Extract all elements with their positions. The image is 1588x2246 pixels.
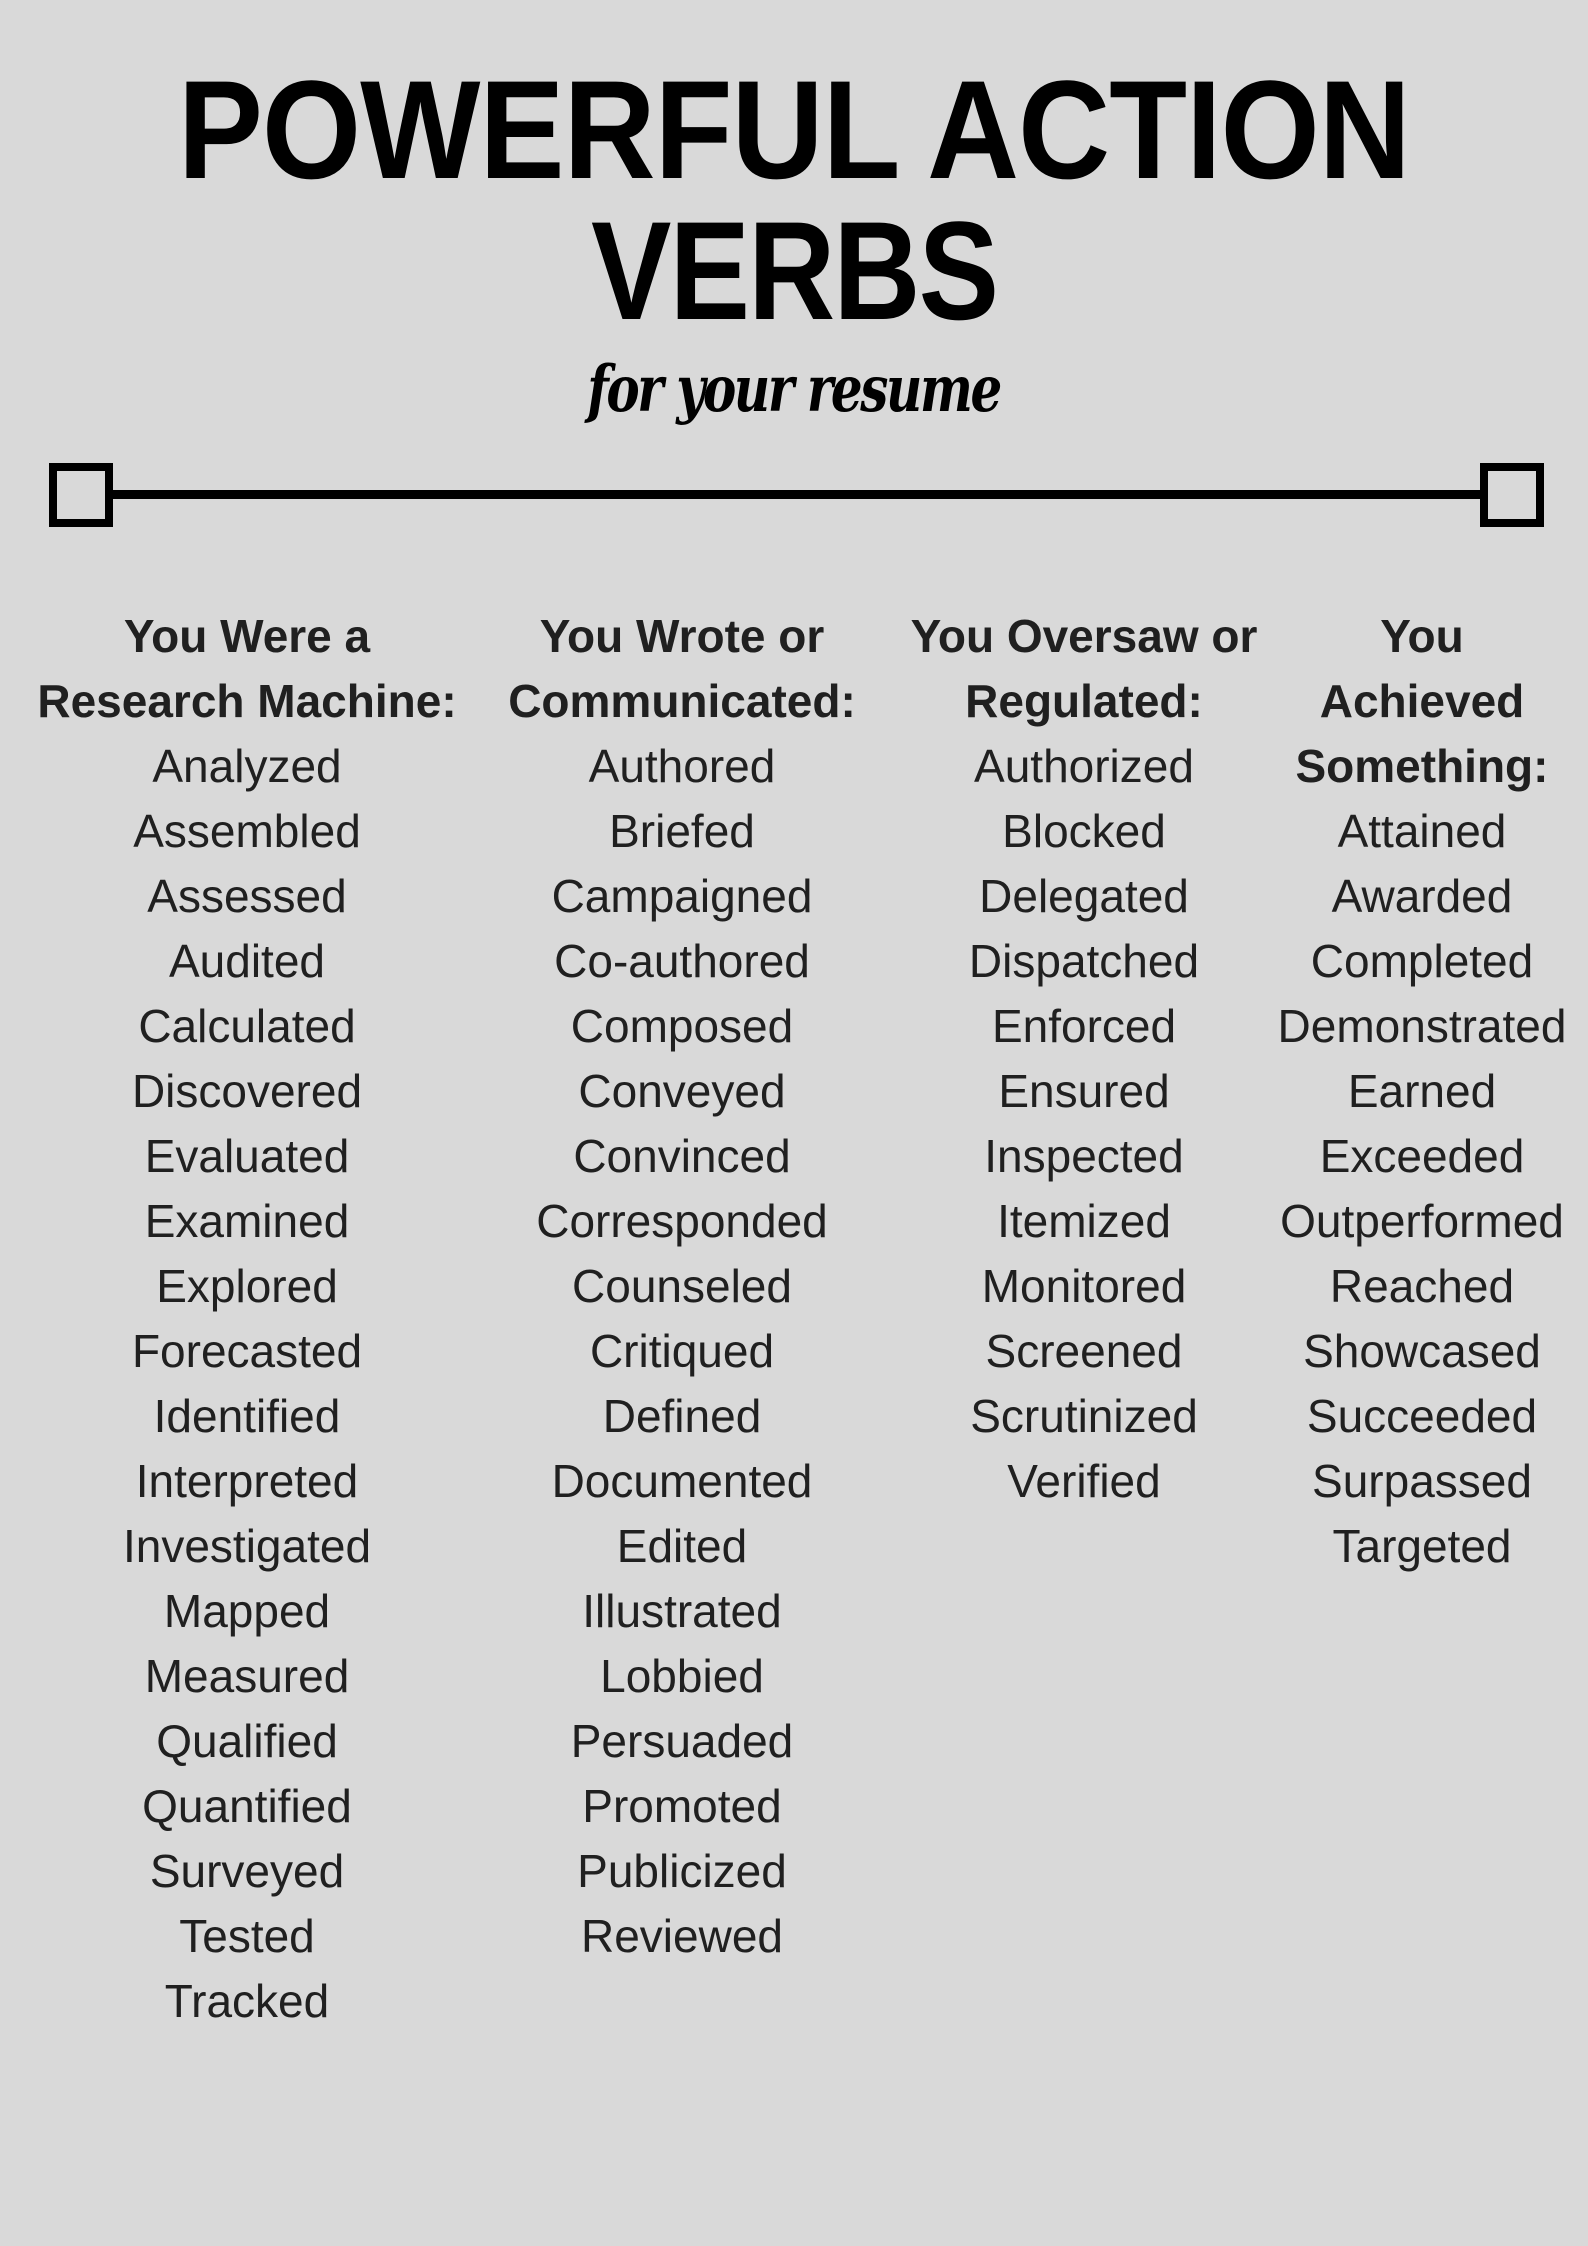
verb-item: Persuaded	[570, 1715, 794, 1767]
verb-item: Audited	[168, 935, 325, 987]
verb-list	[482, 734, 882, 1969]
column-header-line: You Oversaw or	[910, 610, 1258, 662]
verb-item: Surveyed	[149, 1845, 345, 1897]
divider-square-left-icon	[49, 463, 113, 527]
verb-item: Reviewed	[581, 1910, 783, 1962]
verb-item: Publicized	[577, 1845, 787, 1897]
verb-item: Mapped	[163, 1585, 331, 1637]
verb-item: Monitored	[981, 1260, 1187, 1312]
column-header-line: You	[1380, 610, 1464, 662]
column-research	[7, 604, 487, 2034]
verb-item: Corresponded	[536, 1195, 828, 1247]
verb-item: Blocked	[1002, 805, 1166, 857]
verb-item: Enforced	[991, 1000, 1177, 1052]
verb-item: Delegated	[979, 870, 1189, 922]
verb-item: Explored	[156, 1260, 338, 1312]
verb-item: Qualified	[156, 1715, 338, 1767]
page-title-text-1: POWERFUL ACTION	[178, 51, 1410, 208]
verb-item: Authorized	[974, 740, 1194, 792]
verb-item: Ensured	[998, 1065, 1170, 1117]
column-header	[482, 604, 882, 734]
column-header-line: Communicated:	[508, 675, 856, 727]
verb-item: Quantified	[142, 1780, 352, 1832]
verb-item: Earned	[1347, 1065, 1497, 1117]
verb-item: Analyzed	[152, 740, 342, 792]
column-header	[1262, 604, 1582, 799]
verb-item: Convinced	[573, 1130, 791, 1182]
verb-item: Verified	[1007, 1455, 1161, 1507]
verb-item: Counseled	[572, 1260, 792, 1312]
verb-item: Succeeded	[1306, 1390, 1538, 1442]
verb-item: Authored	[588, 740, 776, 792]
verb-item: Assembled	[133, 805, 361, 857]
column-header	[894, 604, 1274, 734]
column-header-line: Research Machine:	[37, 675, 457, 727]
verb-item: Edited	[616, 1520, 748, 1572]
verb-item: Briefed	[609, 805, 755, 857]
verb-item: Measured	[144, 1650, 350, 1702]
verb-item: Investigated	[122, 1520, 372, 1572]
page-title-line-1	[0, 51, 1588, 208]
verb-item: Composed	[570, 1000, 794, 1052]
verb-item: Showcased	[1303, 1325, 1541, 1377]
verb-item: Promoted	[582, 1780, 782, 1832]
verb-item: Forecasted	[131, 1325, 363, 1377]
verb-item: Interpreted	[135, 1455, 359, 1507]
verb-item: Scrutinized	[970, 1390, 1198, 1442]
verb-item: Inspected	[984, 1130, 1184, 1182]
verb-item: Exceeded	[1319, 1130, 1525, 1182]
verb-item: Surpassed	[1312, 1455, 1532, 1507]
verb-item: Tracked	[164, 1975, 330, 2027]
verb-item: Examined	[144, 1195, 350, 1247]
verb-item: Conveyed	[578, 1065, 786, 1117]
verb-list	[894, 734, 1274, 1514]
page-title-line-2	[0, 192, 1588, 349]
verb-item: Attained	[1337, 805, 1507, 857]
column-header-line: You Were a	[123, 610, 371, 662]
divider-square-right-icon	[1480, 463, 1544, 527]
verb-item: Demonstrated	[1277, 1000, 1567, 1052]
verb-item: Targeted	[1332, 1520, 1512, 1572]
verb-item: Evaluated	[144, 1130, 350, 1182]
verb-item: Assessed	[147, 870, 347, 922]
column-header-line: You Wrote or	[539, 610, 825, 662]
verb-item: Awarded	[1331, 870, 1513, 922]
verb-item: Identified	[153, 1390, 341, 1442]
verb-item: Critiqued	[589, 1325, 775, 1377]
column-header	[7, 604, 487, 734]
verb-item: Reached	[1329, 1260, 1515, 1312]
verb-item: Calculated	[138, 1000, 356, 1052]
verb-item: Outperformed	[1280, 1195, 1564, 1247]
column-communication	[482, 604, 882, 1969]
subtitle	[0, 350, 1588, 430]
verb-item: Itemized	[997, 1195, 1171, 1247]
verb-item: Illustrated	[582, 1585, 782, 1637]
verb-item: Dispatched	[968, 935, 1200, 987]
verb-item: Screened	[985, 1325, 1183, 1377]
column-achievement	[1262, 604, 1582, 1579]
verb-item: Lobbied	[600, 1650, 764, 1702]
verb-item: Documented	[551, 1455, 813, 1507]
verb-item: Completed	[1310, 935, 1534, 987]
verb-item: Tested	[179, 1910, 315, 1962]
verb-item: Campaigned	[551, 870, 813, 922]
column-header-line: Something:	[1295, 740, 1549, 792]
verb-item: Discovered	[131, 1065, 363, 1117]
subtitle-text: for your resume	[587, 352, 1001, 427]
verb-item: Co-authored	[554, 935, 810, 987]
divider-line	[113, 490, 1480, 499]
column-header-line: Regulated:	[965, 675, 1203, 727]
column-oversight	[894, 604, 1274, 1514]
verb-list	[7, 734, 487, 2034]
column-header-line: Achieved	[1319, 675, 1525, 727]
verb-list	[1262, 799, 1582, 1579]
verb-item: Defined	[602, 1390, 762, 1442]
page-title-text-2: VERBS	[590, 192, 998, 349]
